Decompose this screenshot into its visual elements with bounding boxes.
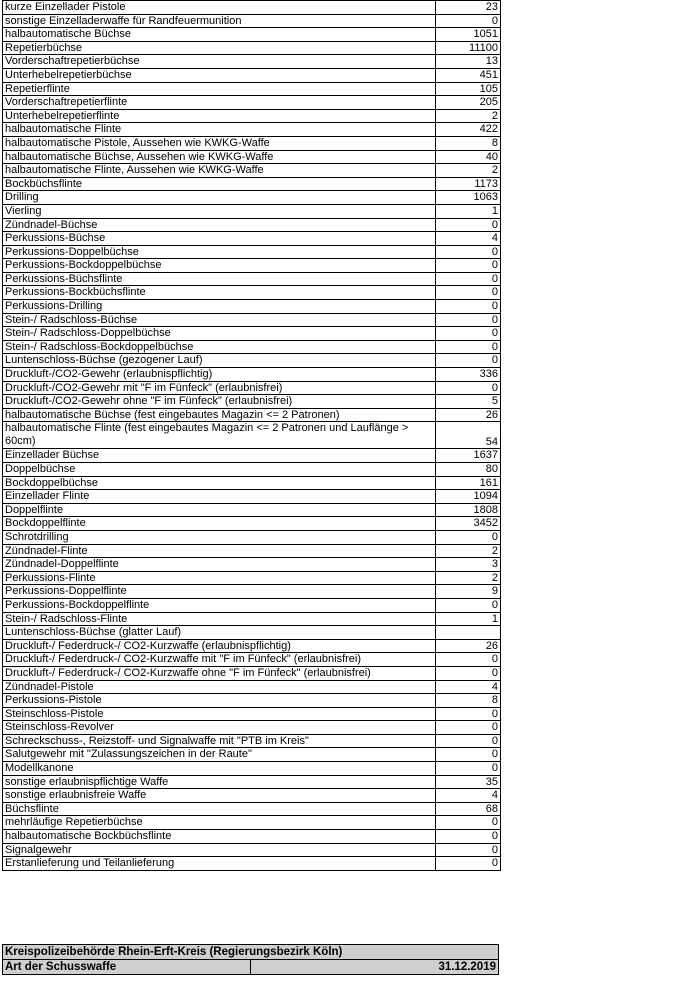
count-cell: 8 bbox=[436, 694, 501, 708]
count-cell: 0 bbox=[436, 666, 501, 680]
count-cell: 11100 bbox=[436, 41, 501, 55]
count-cell: 0 bbox=[436, 857, 501, 871]
table-row bbox=[3, 340, 501, 354]
table-row bbox=[3, 96, 501, 110]
table-row bbox=[3, 354, 501, 368]
count-cell: 1 bbox=[436, 612, 501, 626]
count-cell: 0 bbox=[436, 300, 501, 314]
weapon-type-cell: Zündnadel-Doppelflinte bbox=[3, 558, 436, 572]
weapons-table bbox=[2, 0, 501, 871]
weapon-type-cell: Perkussions-Büchsflinte bbox=[3, 272, 436, 286]
count-cell: 0 bbox=[436, 707, 501, 721]
weapon-type-cell: Signalgewehr bbox=[3, 843, 436, 857]
table-row bbox=[3, 789, 501, 803]
count-cell: 9 bbox=[436, 585, 501, 599]
table-row bbox=[3, 530, 501, 544]
weapon-type-cell: sonstige erlaubnisfreie Waffe bbox=[3, 789, 436, 803]
count-cell: 0 bbox=[436, 653, 501, 667]
table-row bbox=[3, 503, 501, 517]
weapon-type-cell: Stein-/ Radschloss-Doppelbüchse bbox=[3, 327, 436, 341]
weapon-type-cell: Perkussions-Flinte bbox=[3, 571, 436, 585]
table-row bbox=[3, 748, 501, 762]
table-row bbox=[3, 368, 501, 382]
count-cell: 2 bbox=[436, 544, 501, 558]
table-row bbox=[3, 245, 501, 259]
table-row bbox=[3, 286, 501, 300]
weapon-type-cell: sonstige erlaubnispflichtige Waffe bbox=[3, 775, 436, 789]
table-row bbox=[3, 653, 501, 667]
footer-header-row bbox=[3, 960, 499, 975]
weapon-type-cell: halbautomatische Büchse (fest eingebautes Magazin <= 2 Patronen) bbox=[3, 408, 436, 422]
table-row bbox=[3, 558, 501, 572]
weapon-type-cell: Einzellader Flinte bbox=[3, 490, 436, 504]
count-cell: 1063 bbox=[436, 191, 501, 205]
table-row bbox=[3, 327, 501, 341]
table-row bbox=[3, 802, 501, 816]
table-row bbox=[3, 775, 501, 789]
weapon-type-cell: Bockbüchsflinte bbox=[3, 177, 436, 191]
count-cell: 80 bbox=[436, 463, 501, 477]
count-cell: 0 bbox=[436, 340, 501, 354]
weapon-type-cell: Modellkanone bbox=[3, 762, 436, 776]
count-cell: 0 bbox=[436, 245, 501, 259]
count-cell: 0 bbox=[436, 530, 501, 544]
table-row bbox=[3, 300, 501, 314]
weapon-type-cell: Salutgewehr mit "Zulassungszeichen in der Raute" bbox=[3, 748, 436, 762]
count-cell: 0 bbox=[436, 721, 501, 735]
table-row bbox=[3, 68, 501, 82]
table-row bbox=[3, 816, 501, 830]
weapon-type-cell: Perkussions-Bockbüchsflinte bbox=[3, 286, 436, 300]
weapon-type-cell: Erstanlieferung und Teilanlieferung bbox=[3, 857, 436, 871]
table-row bbox=[3, 843, 501, 857]
count-cell: 336 bbox=[436, 368, 501, 382]
table-row bbox=[3, 463, 501, 477]
table-row bbox=[3, 830, 501, 844]
weapon-type-cell: Druckluft-/ Federdruck-/ CO2-Kurzwaffe mit "F im Fünfeck" (erlaubnisfrei) bbox=[3, 653, 436, 667]
weapon-type-cell: Luntenschloss-Büchse (gezogener Lauf) bbox=[3, 354, 436, 368]
table-row bbox=[3, 571, 501, 585]
table-row bbox=[3, 598, 501, 612]
table-row bbox=[3, 626, 501, 640]
weapon-type-cell: Zündnadel-Flinte bbox=[3, 544, 436, 558]
weapon-type-cell: Perkussions-Pistole bbox=[3, 694, 436, 708]
table-row bbox=[3, 408, 501, 422]
weapon-type-cell: halbautomatische Pistole, Aussehen wie KWKG-Waffe bbox=[3, 136, 436, 150]
count-cell: 8 bbox=[436, 136, 501, 150]
weapon-type-cell: Doppelflinte bbox=[3, 503, 436, 517]
weapon-type-cell: halbautomatische Büchse bbox=[3, 28, 436, 42]
weapon-type-cell: Vorderschaftrepetierflinte bbox=[3, 96, 436, 110]
count-cell: 40 bbox=[436, 150, 501, 164]
table-row bbox=[3, 28, 501, 42]
table-row bbox=[3, 164, 501, 178]
count-cell: 0 bbox=[436, 830, 501, 844]
table-row bbox=[3, 259, 501, 273]
table-row bbox=[3, 150, 501, 164]
count-cell: 1094 bbox=[436, 490, 501, 504]
count-cell: 68 bbox=[436, 802, 501, 816]
weapon-type-cell: Schreckschuss-, Reizstoff- und Signalwaffe mit "PTB im Kreis" bbox=[3, 734, 436, 748]
count-cell: 0 bbox=[436, 598, 501, 612]
count-cell: 0 bbox=[436, 354, 501, 368]
weapon-type-cell: Druckluft-/CO2-Gewehr mit "F im Fünfeck" (erlaubnisfrei) bbox=[3, 381, 436, 395]
weapon-type-cell: Perkussions-Doppelbüchse bbox=[3, 245, 436, 259]
authority-title: Kreispolizeibehörde Rhein-Erft-Kreis (Regierungsbezirk Köln) bbox=[3, 945, 499, 960]
count-cell: 5 bbox=[436, 395, 501, 409]
weapon-type-cell: Stein-/ Radschloss-Büchse bbox=[3, 313, 436, 327]
table-row bbox=[3, 517, 501, 531]
count-cell: 0 bbox=[436, 259, 501, 273]
count-cell: 1808 bbox=[436, 503, 501, 517]
weapon-type-cell: Einzellader Büchse bbox=[3, 449, 436, 463]
table-row bbox=[3, 612, 501, 626]
count-cell: 2 bbox=[436, 571, 501, 585]
count-cell: 422 bbox=[436, 123, 501, 137]
table-row bbox=[3, 422, 501, 449]
table-row bbox=[3, 313, 501, 327]
table-row bbox=[3, 177, 501, 191]
table-row bbox=[3, 136, 501, 150]
table-row bbox=[3, 585, 501, 599]
weapon-type-cell: halbautomatische Flinte, Aussehen wie KWKG-Waffe bbox=[3, 164, 436, 178]
table-row bbox=[3, 857, 501, 871]
weapon-type-cell: mehrläufige Repetierbüchse bbox=[3, 816, 436, 830]
table-row bbox=[3, 680, 501, 694]
table-row bbox=[3, 381, 501, 395]
weapon-type-cell: halbautomatische Bockbüchsflinte bbox=[3, 830, 436, 844]
count-cell: 23 bbox=[436, 1, 501, 15]
weapon-type-cell: Stein-/ Radschloss-Bockdoppelbüchse bbox=[3, 340, 436, 354]
count-cell: 26 bbox=[436, 408, 501, 422]
table-row bbox=[3, 1, 501, 15]
count-cell bbox=[436, 626, 501, 640]
table-row bbox=[3, 109, 501, 123]
count-cell: 26 bbox=[436, 639, 501, 653]
weapon-type-cell: Druckluft-/ Federdruck-/ CO2-Kurzwaffe ohne "F im Fünfeck" (erlaubnisfrei) bbox=[3, 666, 436, 680]
weapon-type-cell: halbautomatische Büchse, Aussehen wie KWKG-Waffe bbox=[3, 150, 436, 164]
count-cell: 4 bbox=[436, 232, 501, 246]
weapon-type-cell: Druckluft-/ Federdruck-/ CO2-Kurzwaffe (erlaubnispflichtig) bbox=[3, 639, 436, 653]
table-row bbox=[3, 14, 501, 28]
count-cell: 0 bbox=[436, 327, 501, 341]
table-row bbox=[3, 544, 501, 558]
count-cell: 205 bbox=[436, 96, 501, 110]
weapon-type-cell: Perkussions-Büchse bbox=[3, 232, 436, 246]
count-cell: 0 bbox=[436, 748, 501, 762]
table-row bbox=[3, 721, 501, 735]
count-cell: 1637 bbox=[436, 449, 501, 463]
table-row bbox=[3, 490, 501, 504]
count-cell: 0 bbox=[436, 762, 501, 776]
weapon-type-cell: Luntenschloss-Büchse (glatter Lauf) bbox=[3, 626, 436, 640]
weapon-type-cell: Bockdoppelflinte bbox=[3, 517, 436, 531]
count-cell: 1051 bbox=[436, 28, 501, 42]
table-row bbox=[3, 476, 501, 490]
footer-title-row bbox=[3, 945, 499, 960]
weapon-type-cell: Druckluft-/CO2-Gewehr ohne "F im Fünfeck" (erlaubnisfrei) bbox=[3, 395, 436, 409]
weapon-type-cell: Schrotdrilling bbox=[3, 530, 436, 544]
count-cell: 1 bbox=[436, 204, 501, 218]
count-cell: 0 bbox=[436, 816, 501, 830]
count-cell: 0 bbox=[436, 218, 501, 232]
count-cell: 161 bbox=[436, 476, 501, 490]
count-cell: 0 bbox=[436, 286, 501, 300]
table-row bbox=[3, 666, 501, 680]
table-row bbox=[3, 272, 501, 286]
weapon-type-cell: Perkussions-Drilling bbox=[3, 300, 436, 314]
weapon-type-cell: Repetierflinte bbox=[3, 82, 436, 96]
weapon-type-cell: Zündnadel-Büchse bbox=[3, 218, 436, 232]
weapon-type-cell: Drilling bbox=[3, 191, 436, 205]
weapon-type-cell: sonstige Einzelladerwaffe für Randfeuermunition bbox=[3, 14, 436, 28]
table-row bbox=[3, 82, 501, 96]
count-cell: 105 bbox=[436, 82, 501, 96]
count-cell: 0 bbox=[436, 313, 501, 327]
count-cell: 451 bbox=[436, 68, 501, 82]
count-cell: 2 bbox=[436, 164, 501, 178]
table-row bbox=[3, 694, 501, 708]
table-row bbox=[3, 639, 501, 653]
count-cell: 1173 bbox=[436, 177, 501, 191]
weapon-type-cell: Doppelbüchse bbox=[3, 463, 436, 477]
count-cell: 0 bbox=[436, 272, 501, 286]
weapon-type-cell: Stein-/ Radschloss-Flinte bbox=[3, 612, 436, 626]
count-cell: 3 bbox=[436, 558, 501, 572]
table-row bbox=[3, 395, 501, 409]
table-row bbox=[3, 218, 501, 232]
table-row bbox=[3, 204, 501, 218]
count-cell: 2 bbox=[436, 109, 501, 123]
weapon-type-cell: Repetierbüchse bbox=[3, 41, 436, 55]
table-row bbox=[3, 449, 501, 463]
count-cell: 0 bbox=[436, 381, 501, 395]
table-row bbox=[3, 707, 501, 721]
weapon-type-cell: Unterhebelrepetierflinte bbox=[3, 109, 436, 123]
count-cell: 4 bbox=[436, 680, 501, 694]
weapon-type-cell: Steinschloss-Revolver bbox=[3, 721, 436, 735]
table-row bbox=[3, 55, 501, 69]
table-row bbox=[3, 123, 501, 137]
count-cell: 3452 bbox=[436, 517, 501, 531]
count-cell: 54 bbox=[436, 422, 501, 449]
table-row bbox=[3, 762, 501, 776]
count-cell: 13 bbox=[436, 55, 501, 69]
column-label: Art der Schusswaffe bbox=[3, 960, 251, 975]
count-cell: 0 bbox=[436, 14, 501, 28]
weapon-type-cell: kurze Einzellader Pistole bbox=[3, 1, 436, 15]
weapon-type-cell: Unterhebelrepetierbüchse bbox=[3, 68, 436, 82]
weapons-table-body bbox=[3, 1, 501, 871]
weapon-type-cell: Perkussions-Bockdoppelflinte bbox=[3, 598, 436, 612]
count-cell: 35 bbox=[436, 775, 501, 789]
count-cell: 0 bbox=[436, 843, 501, 857]
weapon-type-cell: Perkussions-Bockdoppelbüchse bbox=[3, 259, 436, 273]
weapon-type-cell: Bockdoppelbüchse bbox=[3, 476, 436, 490]
weapon-type-cell: Steinschloss-Pistole bbox=[3, 707, 436, 721]
date-label: 31.12.2019 bbox=[251, 960, 499, 975]
count-cell: 4 bbox=[436, 789, 501, 803]
table-row bbox=[3, 232, 501, 246]
weapon-type-cell: Vierling bbox=[3, 204, 436, 218]
count-cell: 0 bbox=[436, 734, 501, 748]
weapon-type-cell: halbautomatische Flinte (fest eingebautes Magazin <= 2 Patronen und Lauflänge > 60cm) bbox=[3, 422, 436, 449]
table-row bbox=[3, 191, 501, 205]
footer-table bbox=[2, 944, 499, 975]
weapon-type-cell: Druckluft-/CO2-Gewehr (erlaubnispflichtig) bbox=[3, 368, 436, 382]
table-row bbox=[3, 734, 501, 748]
table-row bbox=[3, 41, 501, 55]
weapon-type-cell: Büchsflinte bbox=[3, 802, 436, 816]
weapon-type-cell: Zündnadel-Pistole bbox=[3, 680, 436, 694]
weapon-type-cell: halbautomatische Flinte bbox=[3, 123, 436, 137]
weapon-type-cell: Vorderschaftrepetierbüchse bbox=[3, 55, 436, 69]
weapon-type-cell: Perkussions-Doppelflinte bbox=[3, 585, 436, 599]
